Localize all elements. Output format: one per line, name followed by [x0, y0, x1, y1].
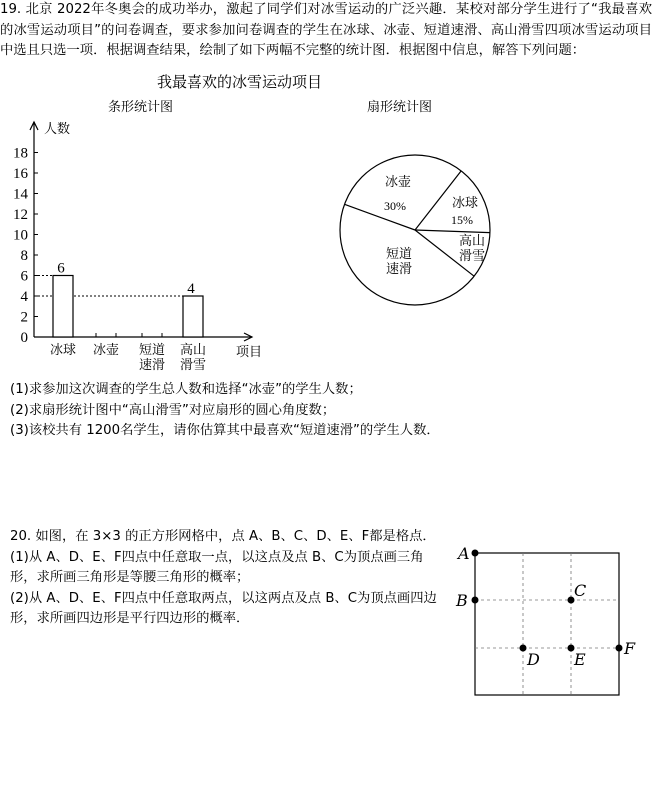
category-label: 滑雪	[179, 358, 207, 373]
question-19-part-1: (1)求参加这次调查的学生总人数和选择“冰壶”的学生人数；	[10, 382, 362, 397]
grid-border	[475, 553, 619, 695]
label-c: C	[574, 581, 587, 600]
bar-data-label: 4	[187, 281, 195, 297]
point-a	[472, 550, 479, 557]
pie-slice-label: 速滑	[385, 262, 413, 277]
label-e: E	[574, 650, 586, 669]
label-d: D	[527, 650, 540, 669]
y-tick-label: 14	[13, 186, 28, 203]
y-axis-label: 人数	[44, 122, 71, 137]
pie-slice-label: 短道	[385, 247, 413, 262]
y-tick-label: 4	[20, 289, 28, 305]
y-tick-label: 18	[13, 145, 28, 162]
category-label: 冰球	[49, 343, 77, 358]
y-tick-label: 16	[13, 166, 28, 182]
y-tick-label: 6	[20, 268, 28, 285]
chart-main-title: 我最喜欢的冰雪运动项目	[157, 73, 323, 91]
question-19-intro: 19. 北京 2022年冬奥会的成功举办，激起了同学们对冰雪运动的广泛兴趣．某校对部分学生进行了“我最喜欢的冰雪运动项目”的问卷调查，要求参加问卷调查的学生在冰球、冰壶、短道速滑、高山滑雪四项冰雪运动项目中选且只选一项．根据调查结果，绘制了如下两幅不完整的统计图．根据图中信息，解答下列问题：	[0, 2, 652, 58]
question-20-intro: 20. 如图，在 3×3 的正方形网格中，点 A、B、C、D、E、F都是格点．	[10, 529, 436, 544]
y-tick-label: 12	[13, 207, 28, 223]
category-label: 速滑	[138, 358, 166, 373]
pie-percent-label: 30%	[384, 199, 406, 213]
label-f: F	[624, 639, 636, 658]
bar-data-label: 6	[57, 260, 65, 277]
question-19-part-3: (3)该校共有 1200名学生，请你估算其中最喜欢“短道速滑”的学生人数．	[10, 423, 440, 438]
y-tick-label: 2	[20, 309, 28, 326]
pie-slice-label: 冰壶	[384, 175, 412, 190]
pie-slice-label: 高山	[458, 234, 486, 249]
category-label: 高山	[179, 343, 207, 358]
point-b	[472, 597, 479, 604]
label-b: B	[456, 591, 468, 610]
y-tick-label: 10	[13, 227, 28, 244]
question-20-part-1: (1)从 A、D、E、F四点中任意取一点，以这点及点 B、C为顶点画三角形，求所画三角形是等腰三角形的概率；	[10, 549, 424, 585]
pie-percent-label: 15%	[451, 213, 473, 227]
y-tick-label: 8	[20, 248, 28, 264]
question-19-part-2: (2)求扇形统计图中“高山滑雪”对应扇形的圆心角度数；	[10, 402, 336, 418]
question-20-part-2: (2)从 A、D、E、F四点中任意取两点，以这两点及点 B、C为顶点画四边形，求所画四边形是平行四边形的概率．	[10, 590, 437, 626]
bar-chart-subtitle: 条形统计图	[108, 100, 174, 115]
pie-chart-subtitle: 扇形统计图	[367, 100, 433, 115]
y-tick-label: 0	[20, 330, 28, 346]
category-label: 冰壶	[92, 343, 120, 358]
point-f	[616, 645, 623, 652]
point-d	[520, 645, 527, 652]
x-axis-label: 项目	[236, 345, 263, 360]
category-label: 短道	[138, 343, 166, 358]
label-a: A	[458, 544, 470, 563]
grid-lines	[475, 553, 619, 695]
pie-slice-label: 滑雪	[458, 249, 486, 264]
pie-slice-label: 冰球	[451, 196, 479, 211]
